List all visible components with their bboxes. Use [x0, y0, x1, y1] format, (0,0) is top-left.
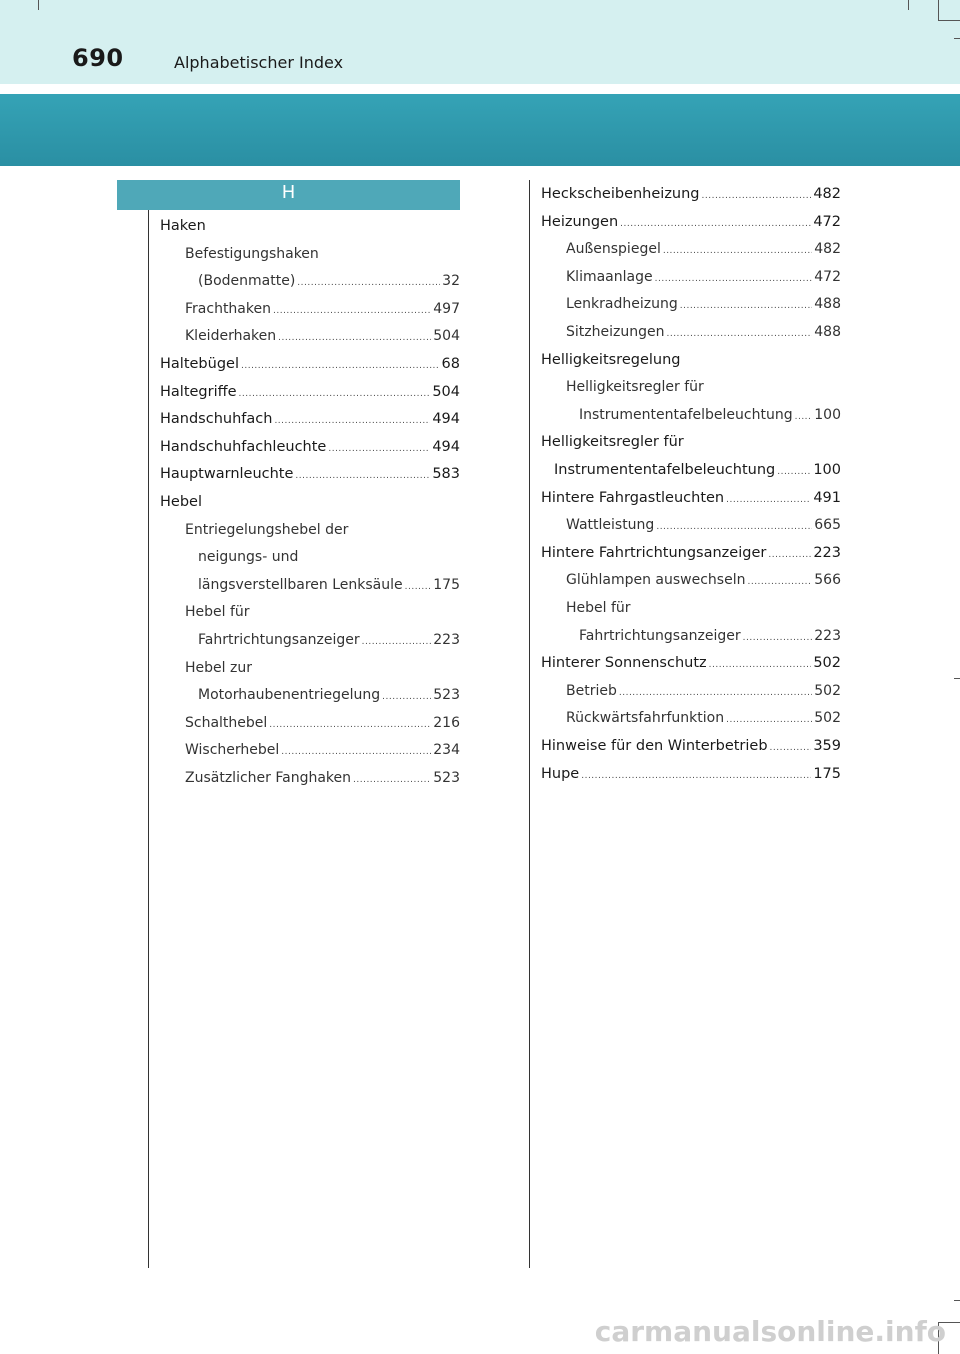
- index-entry-page: 100: [813, 462, 841, 478]
- index-entry: [541, 352, 841, 368]
- index-entry-term: Schalthebel: [185, 714, 268, 731]
- index-entry-page: 583: [432, 466, 460, 483]
- dot-leader: [619, 688, 812, 698]
- index-entry-page: 216: [433, 714, 460, 731]
- index-entry-page: 223: [433, 632, 460, 648]
- index-entry-page: 175: [433, 576, 460, 593]
- dot-leader: [295, 471, 430, 481]
- index-entry-term: Betrieb: [566, 682, 617, 699]
- index-entry-term: Hinterer Sonnenschutz: [541, 655, 707, 672]
- index-entry: [160, 466, 460, 482]
- index-entry-term: neigungs- und: [198, 549, 299, 566]
- dot-leader: [239, 389, 431, 399]
- index-entry: [579, 628, 841, 644]
- index-entry: [566, 572, 841, 588]
- dot-leader: [382, 692, 431, 702]
- index-entry: [566, 241, 841, 257]
- index-entry-term: Helligkeitsregelung: [541, 351, 681, 368]
- index-entry: [185, 246, 460, 262]
- index-entry: [185, 328, 460, 344]
- index-entry: [554, 462, 841, 478]
- index-entry-term: Sitzheizungen: [566, 324, 665, 340]
- dot-leader: [405, 582, 432, 592]
- index-entry: [185, 604, 460, 620]
- dot-leader: [620, 219, 811, 229]
- index-entry-page: 223: [814, 627, 841, 644]
- index-entry: [185, 742, 460, 758]
- index-entry-term: Helligkeitsregler für: [566, 379, 704, 396]
- index-entry: [198, 687, 460, 703]
- dot-leader: [726, 715, 812, 725]
- dot-leader: [768, 550, 811, 560]
- index-entry: [160, 384, 460, 400]
- dot-leader: [328, 444, 430, 454]
- index-entry-term: Wattleistung: [566, 517, 655, 534]
- index-entry: [160, 356, 460, 372]
- dot-leader: [680, 301, 813, 311]
- index-entry-term: Wischerhebel: [185, 742, 280, 759]
- index-entry: [566, 296, 841, 312]
- dot-leader: [656, 522, 812, 532]
- index-entry-term: Hauptwarnleuchte: [160, 466, 294, 483]
- index-entry: [185, 715, 460, 731]
- crop-mark: [954, 38, 960, 39]
- index-entry-term: Heizungen: [541, 213, 619, 230]
- index-entry: [198, 549, 460, 565]
- index-entry: [541, 738, 841, 754]
- index-entry-page: 502: [814, 710, 841, 727]
- index-entry-term: Rückwärtsfahrfunktion: [566, 710, 725, 727]
- index-entry-term: (Bodenmatte): [198, 273, 296, 290]
- index-entry-page: 494: [432, 438, 460, 455]
- index-entry: [198, 632, 460, 648]
- index-entry-page: 665: [814, 517, 841, 534]
- index-entry: [198, 577, 460, 593]
- dot-leader: [362, 637, 432, 647]
- dot-leader: [581, 771, 811, 781]
- index-entry-page: 472: [814, 268, 841, 285]
- dot-leader: [663, 246, 812, 256]
- index-entry: [185, 770, 460, 786]
- index-entry: [566, 517, 841, 533]
- index-entry-page: 566: [814, 572, 841, 589]
- index-entry-term: Heckscheibenheizung: [541, 186, 700, 202]
- index-entry-page: 482: [813, 186, 841, 202]
- dot-leader: [278, 333, 431, 343]
- dot-leader: [273, 306, 431, 316]
- index-entry: [160, 218, 460, 234]
- dot-leader: [274, 416, 430, 426]
- index-entry-term: Haltegriffe: [160, 383, 237, 400]
- index-entry-page: 482: [814, 241, 841, 258]
- index-entry-term: Entriegelungshebel der: [185, 521, 349, 538]
- crop-mark: [908, 0, 909, 10]
- crop-mark: [954, 678, 960, 679]
- index-entry-term: Hebel für: [185, 604, 250, 621]
- decorative-band: [0, 94, 960, 166]
- index-entry-term: Hebel für: [566, 600, 631, 616]
- index-entry-term: Handschuhfachleuchte: [160, 438, 327, 455]
- index-entry: [541, 655, 841, 671]
- index-entry-term: Klimaanlage: [566, 268, 653, 285]
- dot-leader: [743, 633, 813, 643]
- dot-leader: [269, 720, 431, 730]
- index-entry: [566, 600, 841, 616]
- dot-leader: [666, 329, 812, 339]
- index-entry-term: Kleiderhaken: [185, 328, 277, 345]
- crop-mark: [938, 0, 939, 20]
- index-entry-page: 523: [433, 770, 460, 786]
- crop-mark: [954, 1300, 960, 1301]
- index-entry: [541, 766, 841, 782]
- dot-leader: [702, 191, 812, 201]
- index-entry-term: Fahrtrichtungsanzeiger: [198, 632, 360, 648]
- right-column-rule: [529, 180, 530, 1268]
- dot-leader: [747, 577, 812, 587]
- index-entry-term: Instrumententafelbeleuchtung: [554, 462, 776, 478]
- index-entry-term: Außenspiegel: [566, 241, 661, 258]
- dot-leader: [770, 743, 812, 753]
- index-entry-page: 502: [814, 682, 841, 699]
- index-entry: [185, 522, 460, 538]
- index-entry-term: Hinweise für den Winterbetrieb: [541, 738, 768, 754]
- index-entry-page: 68: [441, 356, 460, 372]
- page-number: 690: [72, 44, 124, 72]
- index-entry-page: 494: [432, 411, 460, 428]
- index-entry-term: Haltebügel: [160, 356, 239, 372]
- index-entry: [566, 324, 841, 340]
- crop-mark: [38, 0, 39, 10]
- index-entry: [185, 660, 460, 676]
- index-entry-page: 491: [813, 489, 841, 506]
- index-entry: [579, 407, 841, 423]
- index-entry: [541, 434, 841, 450]
- index-entry-term: Hupe: [541, 765, 580, 782]
- index-entry-term: Hebel: [160, 494, 202, 510]
- index-entry-page: 175: [813, 765, 841, 782]
- crop-mark: [938, 20, 960, 21]
- index-entry-page: 359: [813, 738, 841, 754]
- dot-leader: [726, 495, 811, 505]
- index-entry: [541, 490, 841, 506]
- dot-leader: [353, 775, 431, 785]
- index-entry-page: 472: [813, 213, 841, 230]
- index-entry: [160, 411, 460, 427]
- index-entry-page: 32: [442, 273, 460, 290]
- index-entry-term: Befestigungshaken: [185, 245, 319, 262]
- watermark: carmanualsonline.info: [594, 1315, 946, 1348]
- index-entry-term: Motorhaubenentriegelung: [198, 687, 381, 704]
- left-column-rule: [148, 210, 149, 1268]
- dot-leader: [297, 278, 440, 288]
- index-entry: [541, 186, 841, 202]
- index-entry: [160, 494, 460, 510]
- index-entry: [541, 545, 841, 561]
- index-entry-page: 523: [433, 687, 460, 704]
- dot-leader: [777, 467, 811, 477]
- index-entry-term: Glühlampen auswechseln: [566, 572, 746, 589]
- index-entry-term: Helligkeitsregler für: [541, 434, 684, 451]
- index-entry: [198, 273, 460, 289]
- index-entry-term: Hintere Fahrgastleuchten: [541, 489, 725, 506]
- index-entry: [566, 269, 841, 285]
- index-entry-term: Instrumententafelbeleuchtung: [579, 406, 793, 423]
- index-entry-term: Lenkradheizung: [566, 296, 678, 313]
- index-entry: [541, 214, 841, 230]
- index-entry-page: 504: [432, 383, 460, 400]
- index-entry-term: Frachthaken: [185, 300, 271, 317]
- index-entry-term: Hintere Fahrtrichtungsanzeiger: [541, 544, 767, 561]
- index-entry: [566, 683, 841, 699]
- page-title: Alphabetischer Index: [174, 53, 344, 72]
- index-entry: [185, 301, 460, 317]
- index-entry-page: 100: [814, 406, 841, 423]
- index-entry: [160, 439, 460, 455]
- index-entry-page: 488: [814, 296, 841, 313]
- index-entry-term: Zusätzlicher Fanghaken: [185, 770, 351, 786]
- index-entry-page: 234: [433, 742, 460, 759]
- dot-leader: [655, 274, 813, 284]
- index-entry-term: Haken: [160, 218, 206, 234]
- dot-leader: [241, 361, 440, 371]
- index-entry-page: 504: [433, 328, 460, 345]
- index-entry-term: Hebel zur: [185, 659, 252, 676]
- index-entry-term: Fahrtrichtungsanzeiger: [579, 627, 741, 644]
- index-entry-term: Handschuhfach: [160, 411, 273, 428]
- index-entry-page: 502: [813, 655, 841, 672]
- index-entry-term: längsverstellbaren Lenksäule: [198, 576, 403, 593]
- index-entry-page: 497: [433, 300, 460, 317]
- index-entry-page: 488: [814, 324, 841, 340]
- header-band: [0, 0, 960, 84]
- index-entry: [566, 710, 841, 726]
- index-entry: [566, 379, 841, 395]
- index-entry-page: 223: [813, 544, 841, 561]
- dot-leader: [709, 660, 812, 670]
- dot-leader: [281, 747, 431, 757]
- section-letter-header: H: [117, 180, 460, 210]
- dot-leader: [795, 412, 813, 422]
